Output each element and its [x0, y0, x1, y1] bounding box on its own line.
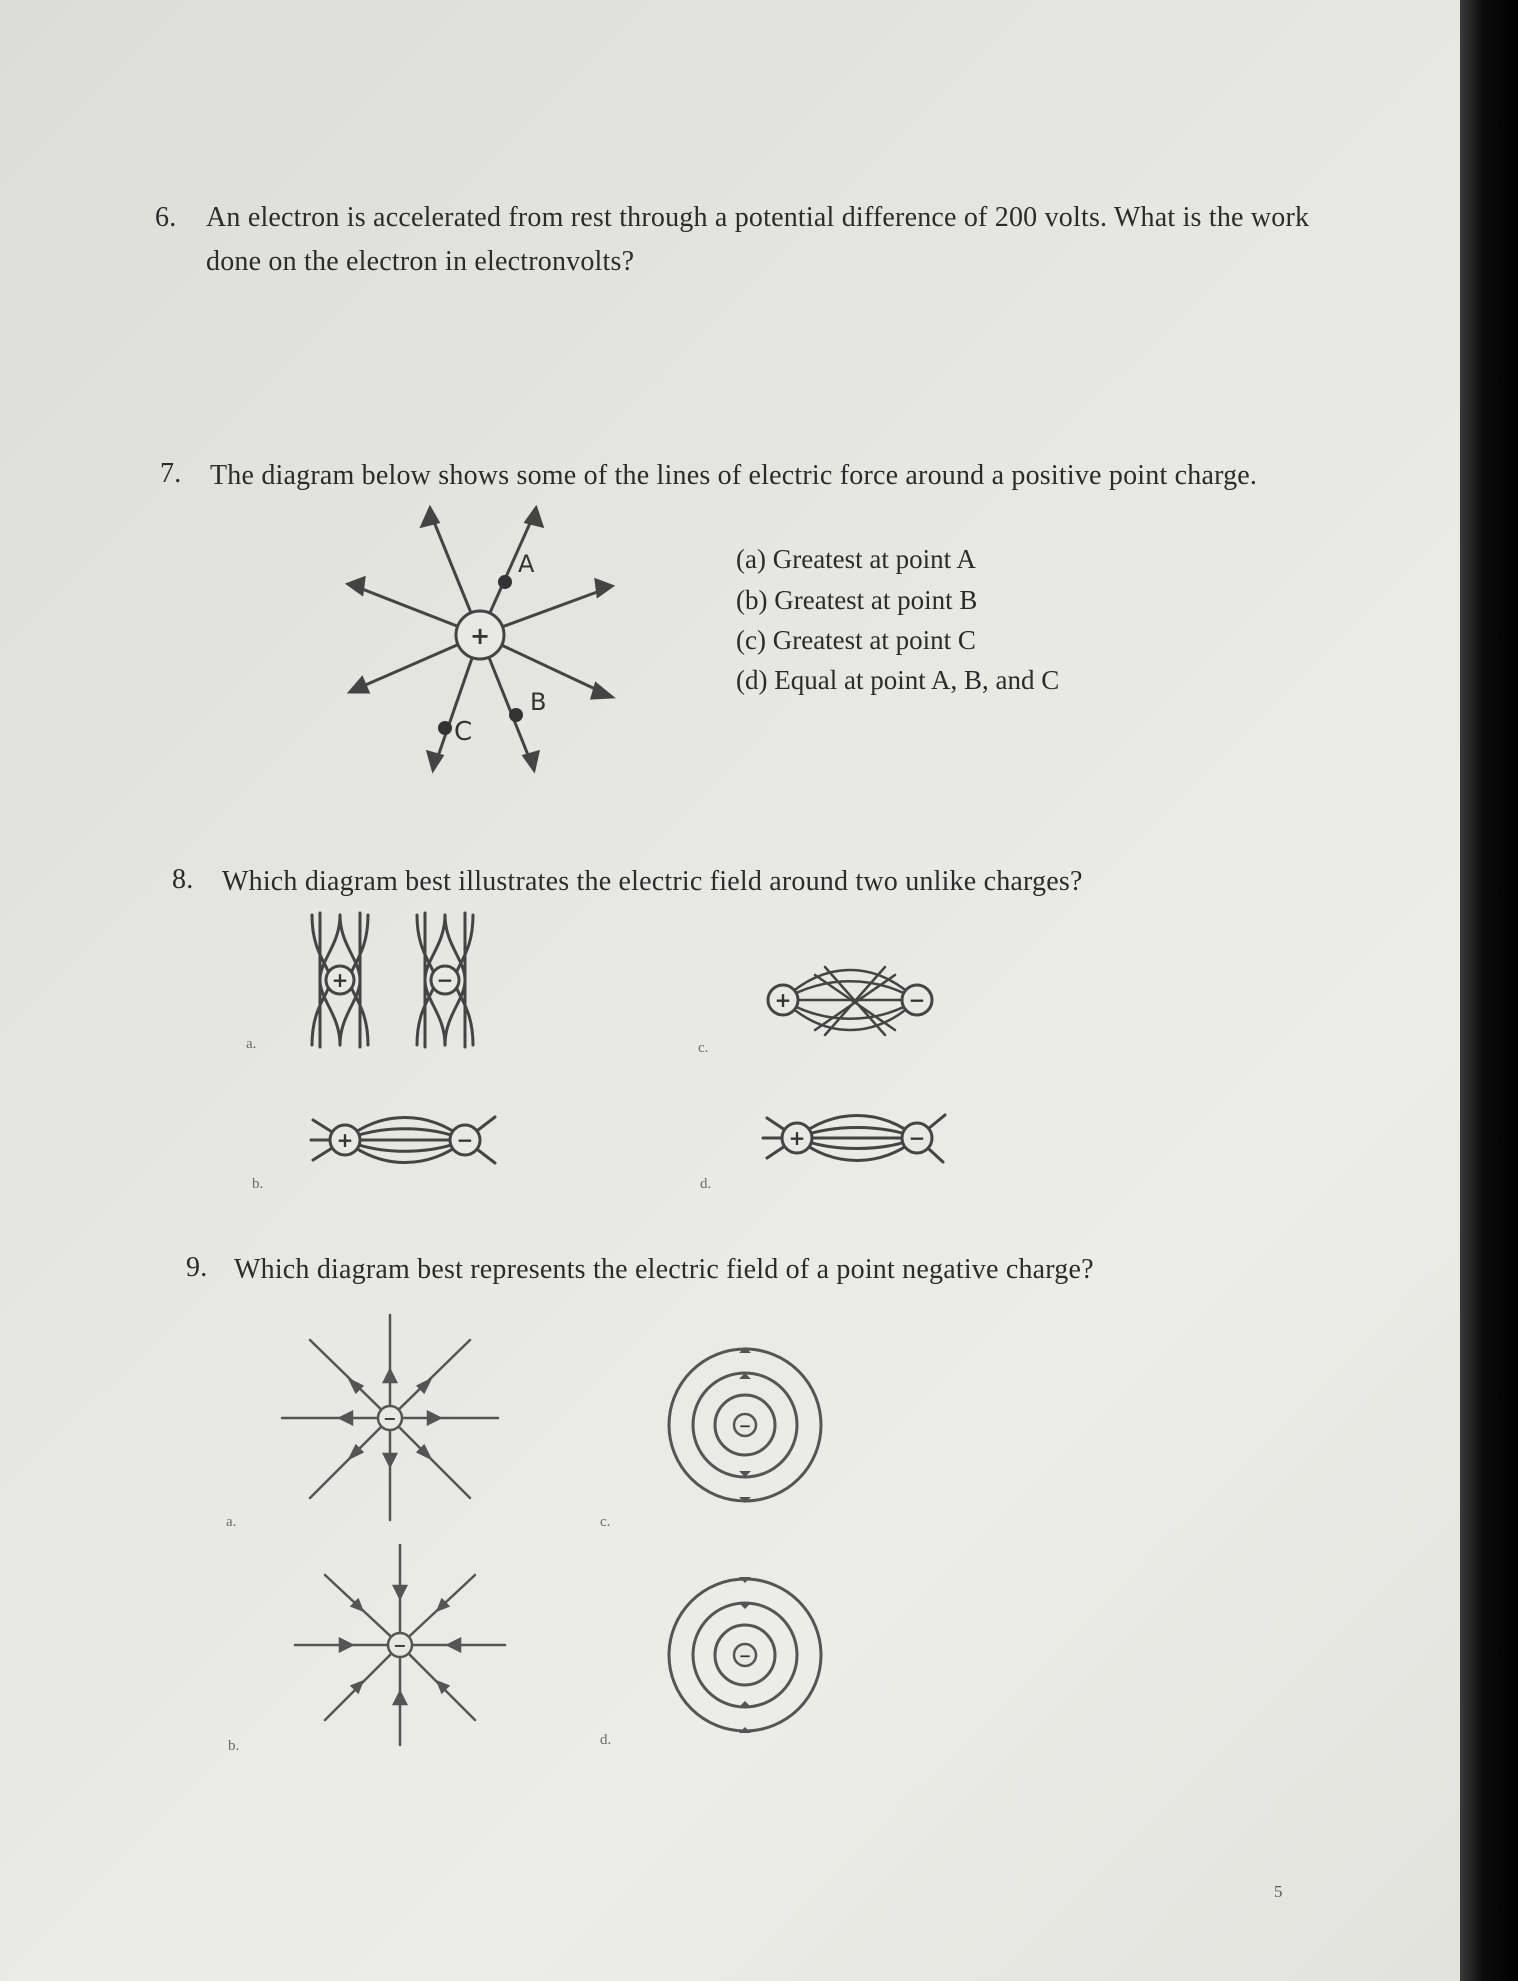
q7-field-diagram: [340, 500, 640, 780]
q9-diagram-c: [665, 1345, 825, 1505]
page-edge: [1460, 0, 1518, 1981]
question-9-text: Which diagram best represents the electric field of a point negative charge?: [234, 1254, 1094, 1285]
q9c-neg-sign: −: [738, 1417, 752, 1435]
q8-label-b: b.: [252, 1176, 264, 1192]
q9b-neg-sign: −: [393, 1636, 407, 1655]
page-number: 5: [1274, 1882, 1283, 1901]
point-c-dot: [438, 721, 452, 735]
q7-option-b: (b) Greatest at point B: [736, 585, 978, 615]
q9-label-b: b.: [228, 1738, 240, 1754]
q9-label-a: a.: [226, 1514, 237, 1530]
q8c-neg-sign: −: [908, 988, 926, 1012]
q8-diagram-c: [755, 955, 945, 1055]
q8a-neg-sign: −: [436, 968, 454, 992]
question-9-number: 9.: [186, 1252, 208, 1283]
q8-label-a: a.: [246, 1036, 257, 1052]
q9-label-d: d.: [600, 1732, 612, 1748]
point-a-dot: [498, 575, 512, 589]
q8b-neg-sign: −: [456, 1128, 474, 1152]
question-8-number: 8.: [172, 864, 194, 895]
q8b-pos-sign: +: [336, 1128, 354, 1152]
question-6-line-1: An electron is accelerated from rest through a potential difference of 200 volts. What is the work: [206, 202, 1310, 233]
question-7-text: The diagram below shows some of the lines of electric force around a positive point charge.: [210, 460, 1258, 491]
question-6-line-2: done on the electron in electronvolts?: [206, 246, 635, 277]
q8-diagram-d: [757, 1100, 957, 1180]
q9-diagram-b: [290, 1540, 510, 1750]
question-6-number: 6.: [155, 202, 177, 233]
q9-diagram-d: [665, 1575, 825, 1735]
q8-label-d: d.: [700, 1176, 712, 1192]
q9a-neg-sign: −: [383, 1409, 397, 1428]
q9d-neg-sign: −: [738, 1647, 752, 1665]
q9-diagram-a: [280, 1310, 500, 1525]
q8d-pos-sign: +: [788, 1126, 806, 1150]
q7-option-a: (a) Greatest at point A: [736, 544, 976, 574]
q9-label-c: c.: [600, 1514, 611, 1530]
positive-charge-sign: +: [469, 622, 491, 650]
q8-label-c: c.: [698, 1040, 709, 1056]
question-8-text: Which diagram best illustrates the electric field around two unlike charges?: [222, 866, 1083, 897]
q8c-pos-sign: +: [774, 988, 792, 1012]
point-c-label: C: [454, 717, 473, 747]
q7-option-c: (c) Greatest at point C: [736, 625, 976, 655]
q8a-pos-sign: +: [331, 968, 349, 992]
q8-diagram-b: [305, 1105, 505, 1185]
point-a-label: A: [518, 550, 535, 578]
point-b-dot: [509, 708, 523, 722]
q8d-neg-sign: −: [908, 1126, 926, 1150]
question-7-number: 7.: [160, 458, 182, 489]
q7-option-d: (d) Equal at point A, B, and C: [736, 665, 1060, 695]
q8-diagram-a: [300, 905, 490, 1055]
point-b-label: B: [530, 688, 547, 716]
